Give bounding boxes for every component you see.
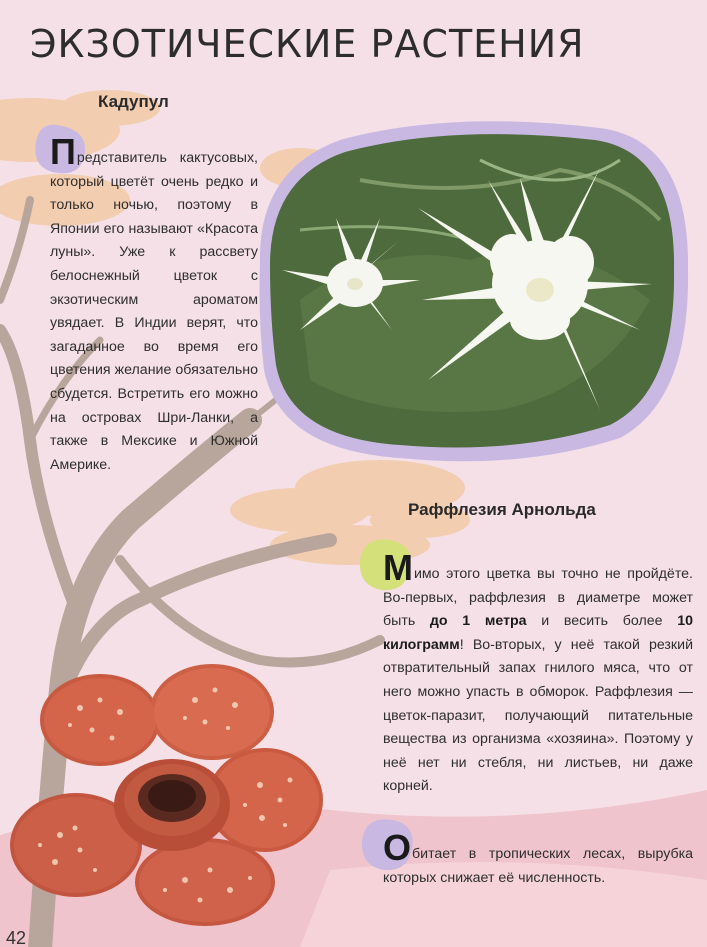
rafflesia-text-1: имо этого цветка вы точно не пройдёте. Во-первых, раффлезия в диаметре может быть — [383, 566, 693, 630]
rafflesia-weight: 10 килограмм — [383, 613, 694, 653]
habitat-paragraph — [383, 827, 693, 890]
rafflesia-text-2: и весить более — [526, 613, 678, 630]
habitat-text: битает в тропических лесах, вырубка которых снижает её численность. — [383, 846, 693, 886]
kadupul-heading: Кадупул — [98, 92, 169, 111]
rafflesia-paragraph — [383, 547, 694, 799]
drop-cap: О — [383, 827, 412, 868]
kadupul-photo — [270, 134, 674, 447]
kadupul-paragraph — [50, 131, 258, 477]
page-number: 42 — [6, 928, 27, 947]
rafflesia-diameter: до 1 метра — [429, 613, 527, 630]
drop-cap: М — [383, 547, 413, 588]
rafflesia-text-3: ! Во-вторых, у неё такой резкий отвратительный запах гнилого мяса, что от него можно упасть в обморок. Раффлезия — цветок-паразит, получающий питательные вещества из организма «хозяина». Поэтому у неё нет ни стебля, ни листьев, ни даже корней. — [383, 636, 693, 795]
drop-cap: П — [50, 131, 76, 172]
rafflesia-heading: Раффлезия Арнольда — [408, 500, 596, 519]
kadupul-text: редставитель кактусовых, который цветёт очень редко и только ночью, поэтому в Японии его называют «Красота луны». Уже к рассвету белоснежный цветок с экзотическим ароматом увядает. В Индии верят, что загаданное во время его цветения желание обязательно сбудется. Встретить его можно на островах Шри-Ланки, а также в Мексике и Южной Америке. — [50, 150, 258, 473]
page-title: ЭКЗОТИЧЕСКИЕ РАСТЕНИЯ — [30, 22, 585, 66]
